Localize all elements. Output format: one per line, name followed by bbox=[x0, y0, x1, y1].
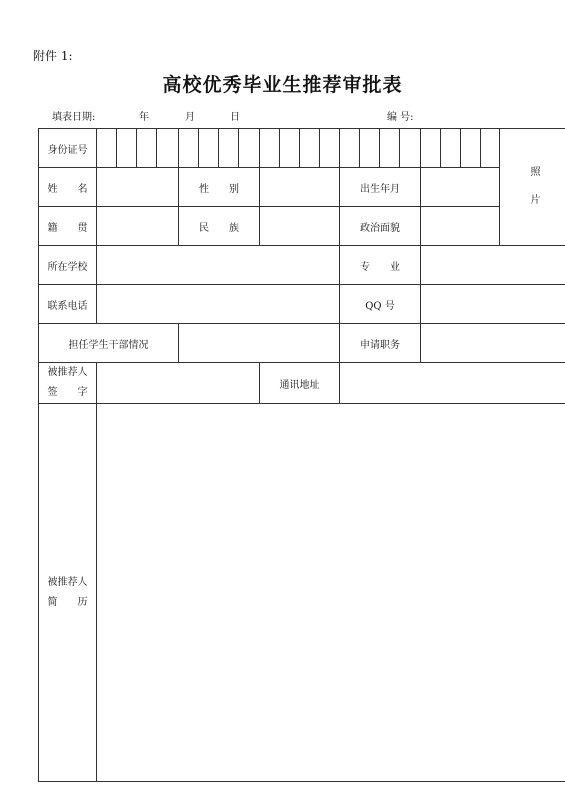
form-row-school bbox=[39, 246, 565, 285]
id-digit-cell[interactable] bbox=[340, 129, 360, 168]
form-row-name bbox=[39, 168, 565, 207]
position-field[interactable] bbox=[421, 324, 565, 363]
id-number-label: 身份证号 bbox=[39, 129, 97, 168]
gender-label: 性 别 bbox=[179, 168, 260, 207]
id-digit-cell[interactable] bbox=[239, 129, 260, 168]
signature-label-cell bbox=[39, 363, 97, 404]
fill-date-label: 填表日期: bbox=[52, 112, 96, 123]
photo-label-1: 照 bbox=[530, 167, 541, 178]
native-label: 籍 贯 bbox=[39, 207, 97, 246]
signature-field[interactable] bbox=[97, 363, 260, 404]
id-digit-cell[interactable] bbox=[320, 129, 340, 168]
political-label: 政治面貌 bbox=[340, 207, 421, 246]
resume-label-2: 简 历 bbox=[47, 596, 88, 608]
school-field[interactable] bbox=[97, 246, 340, 285]
cadre-field[interactable] bbox=[179, 324, 340, 363]
id-digit-cell[interactable] bbox=[179, 129, 199, 168]
id-digit-cell[interactable] bbox=[421, 129, 441, 168]
form-row-cadre bbox=[39, 324, 565, 363]
birth-label: 出生年月 bbox=[340, 168, 421, 207]
form-row-native bbox=[39, 207, 565, 246]
id-digit-cell[interactable] bbox=[157, 129, 179, 168]
id-digit-cell[interactable] bbox=[219, 129, 239, 168]
id-digit-cell[interactable] bbox=[380, 129, 400, 168]
photo-box[interactable] bbox=[500, 129, 565, 246]
signature-label: 签 字 bbox=[47, 387, 88, 398]
page-title: 高校优秀毕业生推荐审批表 bbox=[162, 74, 403, 96]
form-row-id bbox=[39, 129, 565, 168]
fill-year-label: 年 bbox=[139, 112, 149, 123]
school-label: 所在学校 bbox=[39, 246, 97, 285]
position-label: 申请职务 bbox=[340, 324, 421, 363]
major-label: 专 业 bbox=[340, 246, 421, 285]
id-digit-cell[interactable] bbox=[260, 129, 280, 168]
ethnicity-label: 民 族 bbox=[179, 207, 260, 246]
ethnicity-field[interactable] bbox=[260, 207, 340, 246]
id-digit-cell[interactable] bbox=[97, 129, 117, 168]
gender-field[interactable] bbox=[260, 168, 340, 207]
fill-number-label: 编 号: bbox=[387, 112, 414, 123]
id-digit-cell[interactable] bbox=[280, 129, 300, 168]
address-field[interactable] bbox=[340, 363, 565, 404]
address-label: 通讯地址 bbox=[260, 363, 340, 404]
native-field[interactable] bbox=[97, 207, 179, 246]
cadre-label: 担任学生干部情况 bbox=[39, 324, 179, 363]
id-digit-cell[interactable] bbox=[300, 129, 320, 168]
nominee-label: 被推荐人 bbox=[47, 367, 88, 378]
fill-day-label: 日 bbox=[230, 112, 240, 123]
id-digit-cell[interactable] bbox=[360, 129, 380, 168]
id-digit-cell[interactable] bbox=[199, 129, 219, 168]
political-field[interactable] bbox=[421, 207, 500, 246]
photo-label-2: 片 bbox=[530, 195, 541, 206]
name-field[interactable] bbox=[97, 168, 179, 207]
approval-form-table bbox=[38, 128, 565, 782]
id-digit-cell[interactable] bbox=[481, 129, 500, 168]
birth-field[interactable] bbox=[421, 168, 500, 207]
name-label: 姓 名 bbox=[39, 168, 97, 207]
phone-label: 联系电话 bbox=[39, 285, 97, 324]
form-row-phone bbox=[39, 285, 565, 324]
resume-label-1: 被推荐人 bbox=[47, 576, 88, 588]
fill-month-label: 月 bbox=[185, 112, 195, 123]
major-field[interactable] bbox=[421, 246, 565, 285]
phone-field[interactable] bbox=[97, 285, 340, 324]
form-row-resume bbox=[39, 404, 565, 782]
id-digit-cell[interactable] bbox=[117, 129, 137, 168]
resume-label-cell bbox=[39, 404, 97, 782]
id-digit-cell[interactable] bbox=[441, 129, 461, 168]
id-digit-cell[interactable] bbox=[461, 129, 481, 168]
qq-field[interactable] bbox=[421, 285, 565, 324]
form-row-signature bbox=[39, 363, 565, 404]
id-digit-cell[interactable] bbox=[400, 129, 421, 168]
qq-label: QQ 号 bbox=[340, 285, 421, 324]
id-digit-cell[interactable] bbox=[137, 129, 157, 168]
attachment-label: 附件 1: bbox=[33, 49, 73, 63]
resume-field[interactable] bbox=[97, 404, 565, 782]
